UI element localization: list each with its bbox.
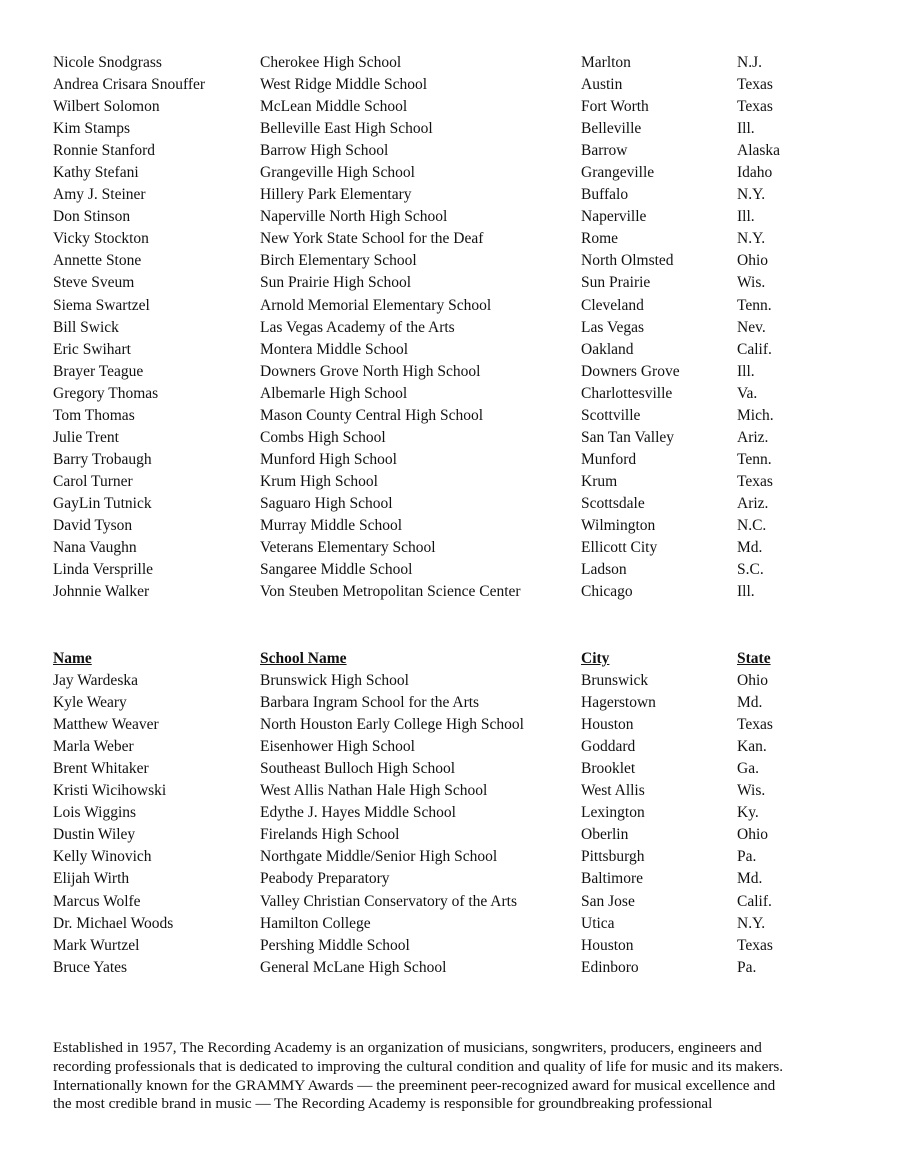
- state-cell: Md.: [737, 870, 763, 888]
- state-cell: Kan.: [737, 738, 767, 756]
- table-row: [0, 140, 900, 162]
- school-cell: Arnold Memorial Elementary School: [260, 296, 492, 314]
- name-cell: Elijah Wirth: [53, 870, 130, 888]
- name-cell: Kim Stamps: [53, 120, 131, 138]
- school-cell: West Ridge Middle School: [260, 76, 428, 94]
- state-cell: N.Y.: [737, 230, 766, 248]
- table-row: [0, 228, 900, 250]
- table-row: [0, 780, 900, 802]
- table-row: [0, 361, 900, 383]
- state-cell: Ky.: [737, 804, 759, 822]
- state-cell: N.J.: [737, 54, 762, 71]
- table-row: [0, 559, 900, 581]
- table-row: [0, 96, 900, 118]
- name-cell: Bruce Yates: [53, 958, 128, 976]
- state-cell: Calif.: [737, 892, 772, 910]
- paragraph-line: Internationally known for the GRAMMY Awards — the preeminent peer-recognized award for musical excellence and: [53, 1076, 776, 1094]
- name-cell: Vicky Stockton: [53, 230, 149, 248]
- header-school-name: School Name: [260, 650, 347, 667]
- name-cell: Gregory Thomas: [53, 384, 159, 402]
- state-cell: N.Y.: [737, 186, 766, 204]
- name-cell: Marcus Wolfe: [53, 892, 141, 910]
- table-row: [0, 272, 900, 294]
- state-cell: Tenn.: [737, 296, 772, 314]
- table-row: [0, 184, 900, 206]
- state-cell: Texas: [737, 472, 773, 490]
- city-cell: West Allis: [581, 782, 645, 800]
- school-cell: McLean Middle School: [260, 98, 408, 116]
- table-row: [0, 449, 900, 471]
- name-cell: Nana Vaughn: [53, 539, 137, 557]
- school-cell: North Houston Early College High School: [260, 716, 524, 734]
- city-cell: Sun Prairie: [581, 274, 651, 292]
- name-cell: Wilbert Solomon: [53, 98, 160, 116]
- table-row: [0, 162, 900, 184]
- city-cell: Belleville: [581, 120, 642, 138]
- table-row: [0, 118, 900, 140]
- table-row: [0, 515, 900, 537]
- paragraph-line: Established in 1957, The Recording Academy is an organization of musicians, songwriters, producers, engineers and: [53, 1039, 762, 1056]
- state-cell: Ill.: [737, 120, 755, 138]
- table-header-row: [0, 648, 900, 670]
- city-cell: Pittsburgh: [581, 848, 645, 866]
- state-cell: Nev.: [737, 318, 766, 336]
- name-cell: Annette Stone: [53, 252, 142, 270]
- name-cell: Kyle Weary: [53, 694, 127, 712]
- school-cell: Cherokee High School: [260, 54, 402, 71]
- state-cell: Ill.: [737, 583, 755, 601]
- school-cell: New York State School for the Deaf: [260, 230, 484, 248]
- city-cell: Grangeville: [581, 164, 655, 182]
- state-cell: Md.: [737, 539, 763, 557]
- school-cell: Edythe J. Hayes Middle School: [260, 804, 456, 822]
- name-cell: Amy J. Steiner: [53, 186, 146, 204]
- state-cell: Idaho: [737, 164, 773, 182]
- city-cell: Fort Worth: [581, 98, 649, 116]
- table-row: [0, 581, 900, 603]
- state-cell: Pa.: [737, 848, 757, 866]
- table-row: [0, 250, 900, 272]
- table-row: [0, 339, 900, 361]
- school-cell: Hamilton College: [260, 914, 371, 932]
- name-cell: Lois Wiggins: [53, 804, 137, 822]
- city-cell: Buffalo: [581, 186, 629, 204]
- school-cell: Grangeville High School: [260, 164, 415, 182]
- state-cell: Ohio: [737, 826, 768, 844]
- name-cell: Carol Turner: [53, 472, 133, 490]
- city-cell: Barrow: [581, 142, 628, 160]
- city-cell: Brunswick: [581, 672, 649, 690]
- table-row: [0, 846, 900, 868]
- city-cell: Scottville: [581, 406, 641, 424]
- state-cell: Va.: [737, 384, 758, 402]
- school-cell: Barbara Ingram School for the Arts: [260, 694, 480, 712]
- name-cell: Kelly Winovich: [53, 848, 152, 866]
- state-cell: N.C.: [737, 516, 767, 534]
- name-cell: Tom Thomas: [53, 406, 135, 424]
- honoree-table: [0, 648, 900, 979]
- city-cell: Las Vegas: [581, 318, 644, 336]
- table-row: [0, 868, 900, 890]
- table-row: [0, 913, 900, 935]
- city-cell: Brooklet: [581, 760, 636, 778]
- city-cell: North Olmsted: [581, 252, 674, 270]
- city-cell: Cleveland: [581, 296, 644, 314]
- name-cell: Mark Wurtzel: [53, 936, 140, 954]
- school-cell: Firelands High School: [260, 826, 400, 844]
- city-cell: Charlottesville: [581, 384, 673, 402]
- city-cell: Austin: [581, 76, 623, 94]
- table-row: [0, 714, 900, 736]
- header-city: City: [581, 650, 610, 667]
- paragraph-line: recording professionals that is dedicated to improving the cultural condition and quality of life for music and its makers.: [53, 1057, 784, 1075]
- name-cell: Dustin Wiley: [53, 826, 136, 844]
- state-cell: Tenn.: [737, 450, 772, 468]
- city-cell: Rome: [581, 230, 619, 248]
- name-cell: Brent Whitaker: [53, 760, 149, 778]
- city-cell: Wilmington: [581, 516, 656, 534]
- table-row: [0, 383, 900, 405]
- table-row: [0, 802, 900, 824]
- school-cell: Sun Prairie High School: [260, 274, 412, 292]
- header-state: State: [737, 650, 771, 667]
- school-cell: Las Vegas Academy of the Arts: [260, 318, 455, 336]
- table-row: [0, 824, 900, 846]
- table-row: [0, 935, 900, 957]
- state-cell: Wis.: [737, 274, 766, 292]
- school-cell: Sangaree Middle School: [260, 561, 413, 579]
- state-cell: Wis.: [737, 782, 766, 800]
- city-cell: Goddard: [581, 738, 636, 756]
- state-cell: Ohio: [737, 672, 768, 690]
- school-cell: Montera Middle School: [260, 340, 409, 358]
- state-cell: Ill.: [737, 362, 755, 380]
- state-cell: Calif.: [737, 340, 772, 358]
- school-cell: Valley Christian Conservatory of the Arts: [260, 892, 517, 910]
- city-cell: San Jose: [581, 892, 635, 910]
- school-cell: Eisenhower High School: [260, 738, 415, 756]
- table-row: [0, 52, 900, 74]
- name-cell: Siema Swartzel: [53, 296, 150, 314]
- name-cell: Dr. Michael Woods: [53, 914, 174, 932]
- school-cell: Naperville North High School: [260, 208, 448, 226]
- state-cell: Pa.: [737, 958, 757, 976]
- name-cell: Marla Weber: [53, 738, 134, 756]
- state-cell: Ohio: [737, 252, 768, 270]
- state-cell: N.Y.: [737, 914, 766, 932]
- school-cell: Hillery Park Elementary: [260, 186, 412, 204]
- school-cell: Downers Grove North High School: [260, 362, 481, 380]
- state-cell: Texas: [737, 76, 773, 94]
- state-cell: S.C.: [737, 561, 764, 579]
- city-cell: Naperville: [581, 208, 647, 226]
- name-cell: Don Stinson: [53, 208, 131, 226]
- city-cell: Oakland: [581, 340, 634, 358]
- table-row: [0, 891, 900, 913]
- paragraph-line: the most credible brand in music — The Recording Academy is responsible for groundbreaking professional: [53, 1095, 713, 1113]
- school-cell: Southeast Bulloch High School: [260, 760, 456, 778]
- school-cell: Mason County Central High School: [260, 406, 484, 424]
- state-cell: Texas: [737, 98, 773, 116]
- city-cell: Munford: [581, 450, 637, 468]
- name-cell: Andrea Crisara Snouffer: [53, 76, 206, 94]
- city-cell: Ladson: [581, 561, 627, 579]
- name-cell: Linda Versprille: [53, 561, 154, 579]
- name-cell: Ronnie Stanford: [53, 142, 156, 160]
- name-cell: David Tyson: [53, 516, 133, 534]
- city-cell: Hagerstown: [581, 694, 656, 712]
- school-cell: Barrow High School: [260, 142, 389, 160]
- table-row: [0, 471, 900, 493]
- table-row: [0, 670, 900, 692]
- city-cell: San Tan Valley: [581, 428, 675, 446]
- city-cell: Edinboro: [581, 958, 639, 976]
- name-cell: Kristi Wicihowski: [53, 782, 167, 800]
- state-cell: Texas: [737, 716, 773, 734]
- name-cell: Matthew Weaver: [53, 716, 159, 734]
- name-cell: Barry Trobaugh: [53, 450, 152, 468]
- name-cell: Eric Swihart: [53, 340, 131, 358]
- school-cell: Murray Middle School: [260, 516, 403, 534]
- state-cell: Texas: [737, 936, 773, 954]
- city-cell: Houston: [581, 936, 634, 954]
- school-cell: Albemarle High School: [260, 384, 408, 402]
- school-cell: Peabody Preparatory: [260, 870, 390, 888]
- city-cell: Lexington: [581, 804, 645, 822]
- name-cell: Johnnie Walker: [53, 583, 150, 601]
- school-cell: West Allis Nathan Hale High School: [260, 782, 488, 800]
- name-cell: GayLin Tutnick: [53, 494, 152, 512]
- table-row: [0, 206, 900, 228]
- name-cell: Bill Swick: [53, 318, 119, 336]
- city-cell: Houston: [581, 716, 634, 734]
- header-name: Name: [53, 650, 92, 667]
- city-cell: Baltimore: [581, 870, 643, 888]
- city-cell: Oberlin: [581, 826, 629, 844]
- city-cell: Downers Grove: [581, 362, 680, 380]
- name-cell: Kathy Stefani: [53, 164, 139, 182]
- name-cell: Julie Trent: [53, 428, 119, 446]
- state-cell: Ill.: [737, 208, 755, 226]
- table-row: [0, 74, 900, 96]
- table-row: [0, 405, 900, 427]
- table-row: [0, 493, 900, 515]
- school-cell: Belleville East High School: [260, 120, 433, 138]
- table-row: [0, 295, 900, 317]
- table-row: [0, 427, 900, 449]
- recording-academy-paragraph: [53, 1039, 853, 1114]
- school-cell: Von Steuben Metropolitan Science Center: [260, 583, 521, 601]
- school-cell: General McLane High School: [260, 958, 447, 976]
- city-cell: Marlton: [581, 54, 631, 71]
- school-cell: Pershing Middle School: [260, 936, 410, 954]
- city-cell: Utica: [581, 914, 615, 932]
- school-cell: Krum High School: [260, 472, 378, 490]
- name-cell: Nicole Snodgrass: [53, 54, 162, 71]
- table-row: [0, 736, 900, 758]
- state-cell: Ariz.: [737, 494, 769, 512]
- state-cell: Mich.: [737, 406, 774, 424]
- city-cell: Chicago: [581, 583, 633, 601]
- city-cell: Scottsdale: [581, 494, 645, 512]
- name-cell: Brayer Teague: [53, 362, 144, 380]
- city-cell: Krum: [581, 472, 618, 490]
- school-cell: Birch Elementary School: [260, 252, 417, 270]
- school-cell: Northgate Middle/Senior High School: [260, 848, 498, 866]
- name-cell: Jay Wardeska: [53, 672, 138, 690]
- school-cell: Saguaro High School: [260, 494, 393, 512]
- honoree-table-continued: [0, 52, 900, 603]
- school-cell: Combs High School: [260, 428, 386, 446]
- table-row: [0, 957, 900, 979]
- state-cell: Ariz.: [737, 428, 769, 446]
- table-row: [0, 317, 900, 339]
- state-cell: Ga.: [737, 760, 759, 778]
- table-row: [0, 692, 900, 714]
- table-row: [0, 537, 900, 559]
- state-cell: Alaska: [737, 142, 781, 160]
- school-cell: Veterans Elementary School: [260, 539, 436, 557]
- school-cell: Munford High School: [260, 450, 397, 468]
- city-cell: Ellicott City: [581, 539, 658, 557]
- school-cell: Brunswick High School: [260, 672, 409, 690]
- name-cell: Steve Sveum: [53, 274, 135, 292]
- state-cell: Md.: [737, 694, 763, 712]
- table-row: [0, 758, 900, 780]
